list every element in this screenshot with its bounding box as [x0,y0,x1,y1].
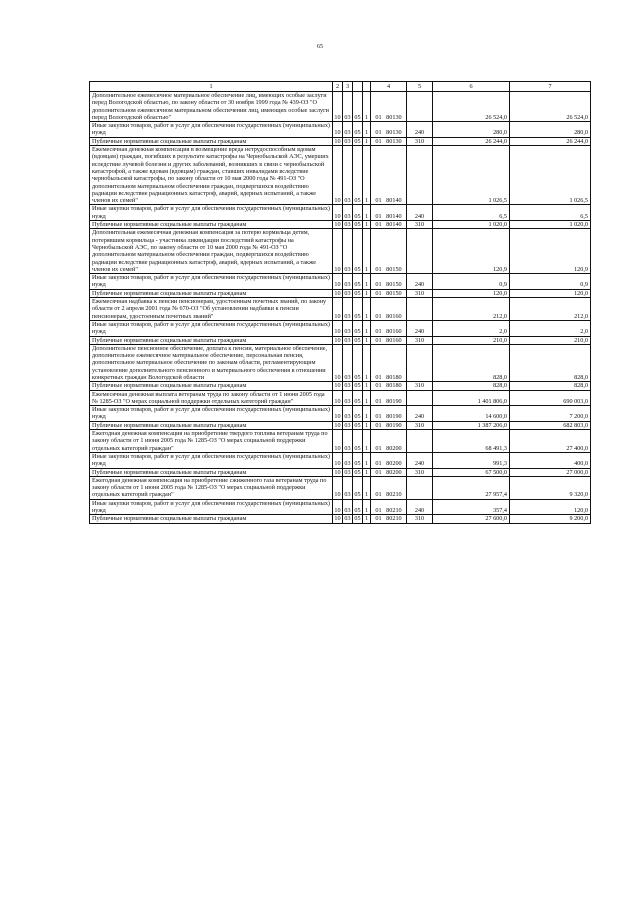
header-cell [363,82,371,92]
amount-year-2-cell: 120,9 [510,229,591,274]
section-cell: 10 [333,406,343,422]
program-code-cell: 05 [353,499,363,515]
section-cell: 10 [333,476,343,499]
description-cell: Публичные нормативные социальные выплаты гражданам [90,382,333,390]
expense-type-cell: 310 [407,421,433,429]
header-cell: 2 [333,82,343,92]
section-cell: 10 [333,274,343,290]
amount-year-2-cell: 400,0 [510,452,591,468]
subprogram-code-cell: 1 [363,122,371,138]
table-row [90,421,591,429]
main-activity-code: 01 [375,413,382,421]
expense-type-cell: 240 [407,406,433,422]
amount-year-1-cell: 6,5 [433,205,510,221]
subsection-cell: 03 [343,122,353,138]
amount-year-1-cell: 68 491,3 [433,430,510,453]
amount-year-1-cell: 67 500,0 [433,468,510,476]
section-cell: 10 [333,452,343,468]
description-cell: Иные закупки товаров, работ и услуг для обеспечения государственных (муниципальных) нужд [90,205,333,221]
expense-type-cell: 310 [407,221,433,229]
direction-code: 80130 [386,137,402,145]
subsection-cell: 03 [343,499,353,515]
amount-year-2-cell: 27 000,0 [510,468,591,476]
direction-code: 80160 [386,312,402,320]
expense-type-cell: 310 [407,515,433,523]
target-article-cell [371,382,407,390]
amount-year-2-cell: 210,0 [510,336,591,344]
program-code-cell: 05 [353,122,363,138]
description-cell: Ежегодная денежная компенсация на приобретение твердого топлива ветеранам труда по закону области от 1 июня 2005 года № 1285-ОЗ "О мерах социальной поддержки отдельных категорий граждан" [90,430,333,453]
direction-code: 80190 [386,413,402,421]
section-cell: 10 [333,146,343,205]
subprogram-code-cell: 1 [363,476,371,499]
direction-code: 80180 [386,382,402,390]
program-code-cell: 05 [353,476,363,499]
subsection-cell: 03 [343,205,353,221]
subprogram-code-cell: 1 [363,421,371,429]
description-cell: Ежемесячная денежная компенсация в возмещение вреда нетрудоспособным вдовам (вдовцам) граждан, погибших в результате катастрофы на Чернобыльской АЭС, умерших вследствие лучевой болезни и других заболеваний, возникших в связи с чернобыльской катастрофой, а также вдовам (вдовцам) граждан, ставших инвалидами вследствие чернобыльской катастрофы, по закону области от 10 мая 2000 года № 491-ОЗ "О дополнительном материальном обеспечении граждан, подвергшихся воздействию радиации вследствие радиационных катастроф, аварий, ядерных испытаний, а также членов их семей" [90,146,333,205]
amount-year-1-cell: 120,9 [433,229,510,274]
description-cell: Ежегодная денежная компенсация на приобретение сжиженного газа ветеранам труда по закону области от 1 июня 2005 года № 1285-ОЗ "О мерах социальной поддержки отдельных категорий граждан" [90,476,333,499]
table-row [90,390,591,406]
subprogram-code-cell: 1 [363,137,371,145]
subprogram-code-cell: 1 [363,452,371,468]
description-cell: Иные закупки товаров, работ и услуг для обеспечения государственных (муниципальных) нужд [90,320,333,336]
subprogram-code-cell: 1 [363,289,371,297]
direction-code: 80150 [386,265,402,273]
main-activity-code: 01 [375,507,382,515]
program-code-cell: 05 [353,298,363,321]
expense-type-cell: 310 [407,336,433,344]
amount-year-2-cell: 280,0 [510,122,591,138]
description-cell: Иные закупки товаров, работ и услуг для обеспечения государственных (муниципальных) нужд [90,122,333,138]
subprogram-code-cell: 1 [363,205,371,221]
subprogram-code-cell: 1 [363,468,371,476]
section-cell: 10 [333,344,343,381]
amount-year-1-cell: 210,0 [433,336,510,344]
description-cell: Дополнительное ежемесячное материальное обеспечение лиц, имеющих особые заслуги перед Вологодской областью, по закону области от 30 ноября 1999 года № 439-ОЗ "О дополнительном ежемесячном материальном обеспечении лиц, имеющих особые заслуги перед Вологодской областью" [90,92,333,122]
table-row [90,468,591,476]
subprogram-code-cell: 1 [363,229,371,274]
subprogram-code-cell: 1 [363,430,371,453]
direction-code: 80140 [386,221,402,229]
table-row [90,146,591,205]
main-activity-code: 01 [375,289,382,297]
header-cell: 6 [433,82,510,92]
expense-type-cell: 240 [407,452,433,468]
target-article-cell [371,221,407,229]
target-article-cell [371,274,407,290]
expense-type-cell: 310 [407,382,433,390]
description-cell: Иные закупки товаров, работ и услуг для обеспечения государственных (муниципальных) нужд [90,499,333,515]
direction-code: 80210 [386,491,402,499]
program-code-cell: 05 [354,468,361,476]
subsection-cell: 03 [344,289,351,297]
subsection-cell: 03 [344,336,351,344]
program-code-cell: 05 [353,274,363,290]
direction-code: 80200 [386,444,402,452]
direction-code: 80160 [386,328,402,336]
subprogram-code-cell: 1 [363,390,371,406]
expense-type-cell [407,430,433,453]
subsection-cell: 03 [344,421,351,429]
subprogram-code-cell: 1 [363,146,371,205]
main-activity-code: 01 [375,212,382,220]
direction-code: 80210 [386,515,402,523]
program-code-cell: 05 [354,289,361,297]
description-cell: Иные закупки товаров, работ и услуг для обеспечения государственных (муниципальных) нужд [90,452,333,468]
table-row [90,452,591,468]
table-row [90,229,591,274]
amount-year-1-cell: 1 387 206,0 [433,421,510,429]
section-cell: 10 [333,92,343,122]
amount-year-2-cell: 6,5 [510,205,591,221]
program-code-cell: 05 [353,452,363,468]
amount-year-2-cell: 2,0 [510,320,591,336]
amount-year-1-cell: 26 244,0 [433,137,510,145]
table-row [90,221,591,229]
target-article-cell [371,122,407,138]
amount-year-2-cell: 26 244,0 [510,137,591,145]
subprogram-code-cell: 1 [363,221,371,229]
amount-year-1-cell: 27 600,0 [433,515,510,523]
table-row [90,382,591,390]
description-cell: Дополнительное пенсионное обеспечение, доплата к пенсии, материальное обеспечение, дополнительное ежемесячное материальное обеспечение, персональная пенсия, дополнительное материальное обеспечение по законам области, регламентирующим установление дополнительного пенсионного и материального обеспечения в отношении конкретных граждан Вологодской области [90,344,333,381]
section-cell: 10 [333,499,343,515]
direction-code: 80140 [386,212,402,220]
section-cell: 10 [334,137,341,145]
expense-type-cell: 310 [407,289,433,297]
amount-year-2-cell: 26 524,0 [510,92,591,122]
direction-code: 80150 [386,281,402,289]
description-cell: Публичные нормативные социальные выплаты гражданам [90,515,333,523]
section-cell: 10 [333,205,343,221]
program-code-cell: 05 [353,92,363,122]
subsection-cell: 03 [343,406,353,422]
section-cell: 10 [333,320,343,336]
target-article-cell [371,146,407,205]
table-row [90,289,591,297]
amount-year-2-cell: 9 200,0 [510,515,591,523]
program-code-cell: 05 [353,229,363,274]
main-activity-code: 01 [375,444,382,452]
target-article-cell [371,205,407,221]
amount-year-1-cell: 828,0 [433,382,510,390]
target-article-cell [371,430,407,453]
description-cell: Дополнительная ежемесячная денежная компенсация за потерю кормильца детям, потерявшим кормильца - участника ликвидации последствий катастрофы на Чернобыльской АЭС, по закону области от 10 мая 2000 года № 491-ОЗ "О дополнительном материальном обеспечении граждан, подвергшихся воздействию радиации вследствие радиационных катастроф, аварий, ядерных испытаний, а также членов их семей" [90,229,333,274]
program-code-cell: 05 [353,406,363,422]
expense-type-cell: 240 [407,122,433,138]
amount-year-2-cell: 1 020,0 [510,221,591,229]
subsection-cell: 03 [343,274,353,290]
table-body [90,92,591,524]
expense-type-cell: 240 [407,274,433,290]
amount-year-1-cell: 120,0 [433,289,510,297]
target-article-cell [371,468,407,476]
direction-code: 80210 [386,507,402,515]
subsection-cell: 03 [344,382,351,390]
subsection-cell: 03 [343,476,353,499]
amount-year-1-cell: 1 401 806,0 [433,390,510,406]
table-row [90,406,591,422]
header-row [90,82,591,92]
direction-code: 80190 [386,397,402,405]
table-row [90,92,591,122]
target-article-cell [371,476,407,499]
main-activity-code: 01 [375,113,382,121]
subprogram-code-cell: 1 [363,298,371,321]
program-code-cell: 05 [354,221,361,229]
description-cell: Публичные нормативные социальные выплаты гражданам [90,137,333,145]
main-activity-code: 01 [375,382,382,390]
target-article-cell [371,499,407,515]
table-row [90,476,591,499]
direction-code: 80140 [386,197,402,205]
amount-year-2-cell: 7 200,0 [510,406,591,422]
table-row [90,298,591,321]
section-cell: 10 [334,468,341,476]
header-cell: 3 [343,82,353,92]
table-row [90,430,591,453]
target-article-cell [371,137,407,145]
expense-type-cell [407,229,433,274]
expense-type-cell [407,298,433,321]
subprogram-code-cell: 1 [363,320,371,336]
subsection-cell: 03 [344,221,351,229]
description-cell: Ежемесячная надбавка к пенсии пенсионерам, удостоенным почетных званий, по закону области от 2 апреля 2001 года № 670-ОЗ "Об установлении надбавки к пенсии пенсионерам, удостоенным почетных званий" [90,298,333,321]
main-activity-code: 01 [375,336,382,344]
main-activity-code: 01 [375,197,382,205]
table-row [90,344,591,381]
direction-code: 80200 [386,468,402,476]
main-activity-code: 01 [375,281,382,289]
header-cell: 1 [90,82,333,92]
program-code-cell: 05 [353,344,363,381]
amount-year-1-cell: 212,0 [433,298,510,321]
table-row [90,336,591,344]
target-article-cell [371,92,407,122]
expense-type-cell [407,146,433,205]
program-code-cell: 05 [353,430,363,453]
table-row [90,122,591,138]
program-code-cell: 05 [354,137,361,145]
subsection-cell: 03 [343,146,353,205]
description-cell: Публичные нормативные социальные выплаты гражданам [90,421,333,429]
amount-year-1-cell: 828,0 [433,344,510,381]
amount-year-1-cell: 357,4 [433,499,510,515]
expense-type-cell: 310 [407,137,433,145]
subprogram-code-cell: 1 [363,515,371,523]
expense-type-cell [407,390,433,406]
subsection-cell: 03 [343,92,353,122]
section-cell: 10 [334,336,341,344]
expense-type-cell [407,92,433,122]
subprogram-code-cell: 1 [363,382,371,390]
main-activity-code: 01 [375,397,382,405]
main-activity-code: 01 [375,421,382,429]
table-row [90,205,591,221]
description-cell: Публичные нормативные социальные выплаты гражданам [90,289,333,297]
description-cell: Публичные нормативные социальные выплаты гражданам [90,336,333,344]
subsection-cell: 03 [343,452,353,468]
target-article-cell [371,344,407,381]
amount-year-2-cell: 120,0 [510,289,591,297]
main-activity-code: 01 [375,491,382,499]
target-article-cell [371,229,407,274]
subsection-cell: 03 [343,430,353,453]
amount-year-1-cell: 1 020,0 [433,221,510,229]
description-cell: Иные закупки товаров, работ и услуг для обеспечения государственных (муниципальных) нужд [90,274,333,290]
main-activity-code: 01 [375,129,382,137]
amount-year-2-cell: 27 400,0 [510,430,591,453]
subprogram-code-cell: 1 [363,92,371,122]
target-article-cell [371,320,407,336]
target-article-cell [371,390,407,406]
main-activity-code: 01 [375,460,382,468]
section-cell: 10 [333,430,343,453]
subsection-cell: 03 [343,320,353,336]
amount-year-1-cell: 1 026,5 [433,146,510,205]
table-row [90,137,591,145]
main-activity-code: 01 [375,265,382,273]
header-cell: 7 [510,82,591,92]
program-code-cell: 05 [353,205,363,221]
program-code-cell: 05 [353,320,363,336]
amount-year-2-cell: 682 803,0 [510,421,591,429]
target-article-cell [371,289,407,297]
expense-type-cell [407,344,433,381]
amount-year-1-cell: 0,9 [433,274,510,290]
amount-year-2-cell: 212,0 [510,298,591,321]
target-article-cell [371,336,407,344]
expense-type-cell: 240 [407,499,433,515]
direction-code: 80130 [386,129,402,137]
program-code-cell: 05 [353,390,363,406]
amount-year-1-cell: 27 957,4 [433,476,510,499]
section-cell: 10 [334,421,341,429]
amount-year-1-cell: 280,0 [433,122,510,138]
amount-year-2-cell: 690 003,0 [510,390,591,406]
amount-year-2-cell: 1 026,5 [510,146,591,205]
subprogram-code-cell: 1 [363,499,371,515]
target-article-cell [371,298,407,321]
target-article-cell [371,421,407,429]
target-article-cell [371,515,407,523]
description-cell: Публичные нормативные социальные выплаты гражданам [90,468,333,476]
subsection-cell: 03 [343,298,353,321]
program-code-cell: 05 [354,382,361,390]
target-article-cell [371,452,407,468]
subprogram-code-cell: 1 [363,406,371,422]
section-cell: 10 [333,229,343,274]
main-activity-code: 01 [375,515,382,523]
target-article-cell [371,406,407,422]
expense-type-cell: 240 [407,205,433,221]
expense-type-cell [407,476,433,499]
subsection-cell: 03 [343,344,353,381]
table-row [90,320,591,336]
program-code-cell: 05 [354,336,361,344]
amount-year-1-cell: 14 600,0 [433,406,510,422]
amount-year-2-cell: 120,0 [510,499,591,515]
amount-year-2-cell: 828,0 [510,382,591,390]
direction-code: 80150 [386,289,402,297]
program-code-cell: 05 [353,146,363,205]
direction-code: 80160 [386,336,402,344]
program-code-cell: 05 [354,421,361,429]
description-cell: Публичные нормативные социальные выплаты гражданам [90,221,333,229]
section-cell: 10 [333,298,343,321]
subsection-cell: 03 [344,515,351,523]
header-cell [353,82,363,92]
amount-year-1-cell: 991,3 [433,452,510,468]
budget-table [89,81,591,524]
program-code-cell: 05 [354,515,361,523]
main-activity-code: 01 [375,312,382,320]
table-row [90,515,591,523]
direction-code: 80200 [386,460,402,468]
expense-type-cell: 240 [407,320,433,336]
description-cell: Иные закупки товаров, работ и услуг для обеспечения государственных (муниципальных) нужд [90,406,333,422]
amount-year-2-cell: 9 320,0 [510,476,591,499]
main-activity-code: 01 [375,373,382,381]
main-activity-code: 01 [375,221,382,229]
main-activity-code: 01 [375,468,382,476]
section-cell: 10 [334,382,341,390]
page-number: 65 [317,44,323,50]
amount-year-2-cell: 828,0 [510,344,591,381]
header-cell: 5 [407,82,433,92]
main-activity-code: 01 [375,137,382,145]
amount-year-1-cell: 2,0 [433,320,510,336]
section-cell: 10 [334,221,341,229]
description-cell: Ежемесячная денежная выплата ветеранам труда по закону области от 1 июня 2005 года № 1285-ОЗ "О мерах социальной поддержки отдельных категорий граждан" [90,390,333,406]
section-cell: 10 [334,289,341,297]
subprogram-code-cell: 1 [363,344,371,381]
subsection-cell: 03 [344,137,351,145]
direction-code: 80180 [386,373,402,381]
direction-code: 80130 [386,113,402,121]
direction-code: 80190 [386,421,402,429]
subprogram-code-cell: 1 [363,274,371,290]
subsection-cell: 03 [343,390,353,406]
header-cell: 4 [371,82,407,92]
main-activity-code: 01 [375,328,382,336]
table-row [90,274,591,290]
section-cell: 10 [334,515,341,523]
expense-type-cell: 310 [407,468,433,476]
subprogram-code-cell: 1 [363,336,371,344]
amount-year-2-cell: 0,9 [510,274,591,290]
subsection-cell: 03 [343,229,353,274]
amount-year-1-cell: 26 524,0 [433,92,510,122]
table-row [90,499,591,515]
subsection-cell: 03 [344,468,351,476]
section-cell: 10 [333,390,343,406]
section-cell: 10 [333,122,343,138]
